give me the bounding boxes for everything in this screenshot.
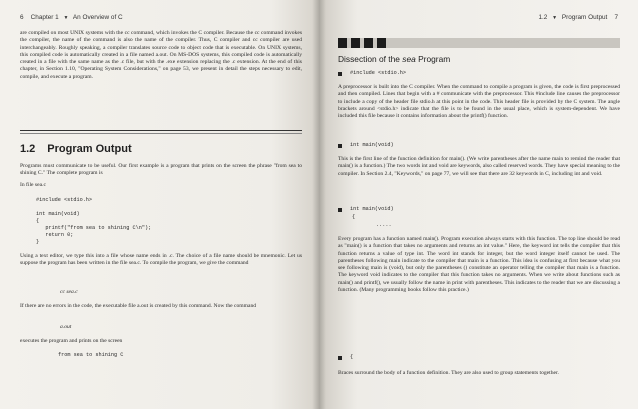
item-1-text: A preprocessor is built into the C compiler. When the command to compile a program is given, the code is first preprocessed and then compiled. Lines that begin with a # communicate with the preprocessor. This #include line causes the preprocessor to include a copy of the header file stdio.h at this point in the code. This header file is provided by the C system. The angle brackets around <stdio.h> indicate that the file is to be found in the usual place, which is system-dependent. We have included this file because it contains information about the printf() function. — [338, 84, 620, 120]
paragraph-1: Programs must communicate to be useful. Our first example is a program that prints on the screen the phrase "from sea to shining C." The complete program is — [20, 163, 302, 177]
item-3-brace: { — [352, 214, 356, 220]
item-3-text: Every program has a function named main(). Program execution always starts with this function. The top line should be read as "main() is a function that takes no arguments and returns an int value." Here, the keyword int tells the compiler that this function returns a value of type int. The word int stands for integer, but the word integer itself cannot be used. The parentheses following main indicate to the compiler that main is a function. This idea is confusing at first because what you see following main is (void), but only the parentheses () constitute an operator telling the compiler that main is a function. The keyword void indicates to the compiler that this function takes no arguments. When we write about functions such as main() and printf(), we usually follow the name in print with parentheses. This indicates to the reader that we are discussing a function. (Many programming books follow this practice.) — [338, 236, 620, 294]
section-rule-thin — [20, 133, 302, 134]
intro-paragraph: are compiled on most UNIX systems with the cc command, which invokes the C compiler. Because the cc command invokes the compiler, the name of the command is also the name of the compiler. Thus, C compiler and cc compiler are used interchangeably. Roughly speaking, a compiler translates source code to object code that is executable. On UNIX systems, this compiled code is automatically created in a file named a.out. On MS-DOS systems, this compiled code is automatically created in a file with the same name as the .c file, but with the .exe extension replacing the .c extension. At the end of this chapter, in Section 1.10, "Operating System Considerations," on page 53, we present in detail the steps necessary to edit, compile, and execute a program. — [20, 30, 302, 80]
dissection-heading-prefix: Dissection of the — [338, 54, 400, 64]
square-bullet-icon — [338, 356, 342, 360]
item-2-code: int main(void) — [350, 142, 394, 148]
right-page-number: 7 — [614, 14, 618, 21]
banner-block — [377, 38, 386, 48]
dissection-heading-italic: sea — [402, 54, 416, 64]
run-command: a.out — [60, 324, 72, 330]
chapter-title: An Overview of C — [72, 14, 123, 21]
dissection-item-4 — [338, 354, 353, 361]
square-bullet-icon — [338, 72, 342, 76]
book-gutter — [312, 0, 326, 409]
right-running-head — [538, 14, 618, 21]
code-listing: #include <stdio.h> int main(void) { printf("from sea to shining C\n"); return 0; } — [36, 197, 152, 245]
square-bullet-icon — [338, 144, 342, 148]
section-heading — [20, 143, 132, 155]
left-running-head — [20, 14, 123, 21]
dissection-heading — [338, 54, 450, 64]
item-3-code: int main(void) — [350, 206, 394, 212]
section-title: Program Output — [47, 143, 132, 155]
paragraph-2: Using a text editor, we type this into a file whose name ends in .c. The choice of a file name should be mnemonic. Let us suppose the program has been written in the file sea.c. To compile the program, we give the command — [20, 253, 302, 267]
item-4-code: { — [350, 354, 354, 360]
running-section-number: 1.2 — [538, 14, 548, 21]
dissection-blocks — [338, 38, 386, 48]
square-bullet-icon — [338, 208, 342, 212]
item-3-ellipsis: ..... — [376, 222, 392, 228]
item-4-text: Braces surround the body of a function definition. They are also used to group statements together. — [338, 370, 559, 376]
triangle-down-icon: ▼ — [63, 15, 69, 21]
chapter-label: Chapter 1 — [30, 14, 59, 21]
item-2-text: This is the first line of the function definition for main(). (We write parentheses after the name main to remind the reader that main() is a function.) The two words int and void are keywords, also called reserved words. They have special meaning to the compiler. In Section 2.4, "Keywords," on page 77, we will see that there are 32 keywords in C, including int and void. — [338, 156, 620, 177]
compile-command: cc sea.c — [60, 289, 78, 295]
item-1-code: #include <stdio.h> — [350, 70, 407, 76]
running-section-title: Program Output — [561, 14, 608, 21]
paragraph-3: If there are no errors in the code, the executable file a.out is created by this command. Now the command — [20, 303, 257, 309]
section-number: 1.2 — [20, 143, 36, 155]
dissection-item-2 — [338, 142, 394, 149]
dissection-item-3 — [338, 206, 394, 213]
left-page-number: 6 — [20, 14, 24, 21]
program-output: from sea to shining C — [58, 352, 124, 358]
banner-block — [351, 38, 360, 48]
banner-block — [338, 38, 347, 48]
paragraph-4: executes the program and prints on the screen — [20, 338, 123, 344]
triangle-down-icon: ▼ — [552, 15, 558, 21]
section-rule — [20, 130, 302, 131]
file-label: In file sea.c — [20, 182, 46, 188]
dissection-item-1 — [338, 70, 406, 77]
dissection-heading-suffix: Program — [418, 54, 451, 64]
banner-block — [364, 38, 373, 48]
